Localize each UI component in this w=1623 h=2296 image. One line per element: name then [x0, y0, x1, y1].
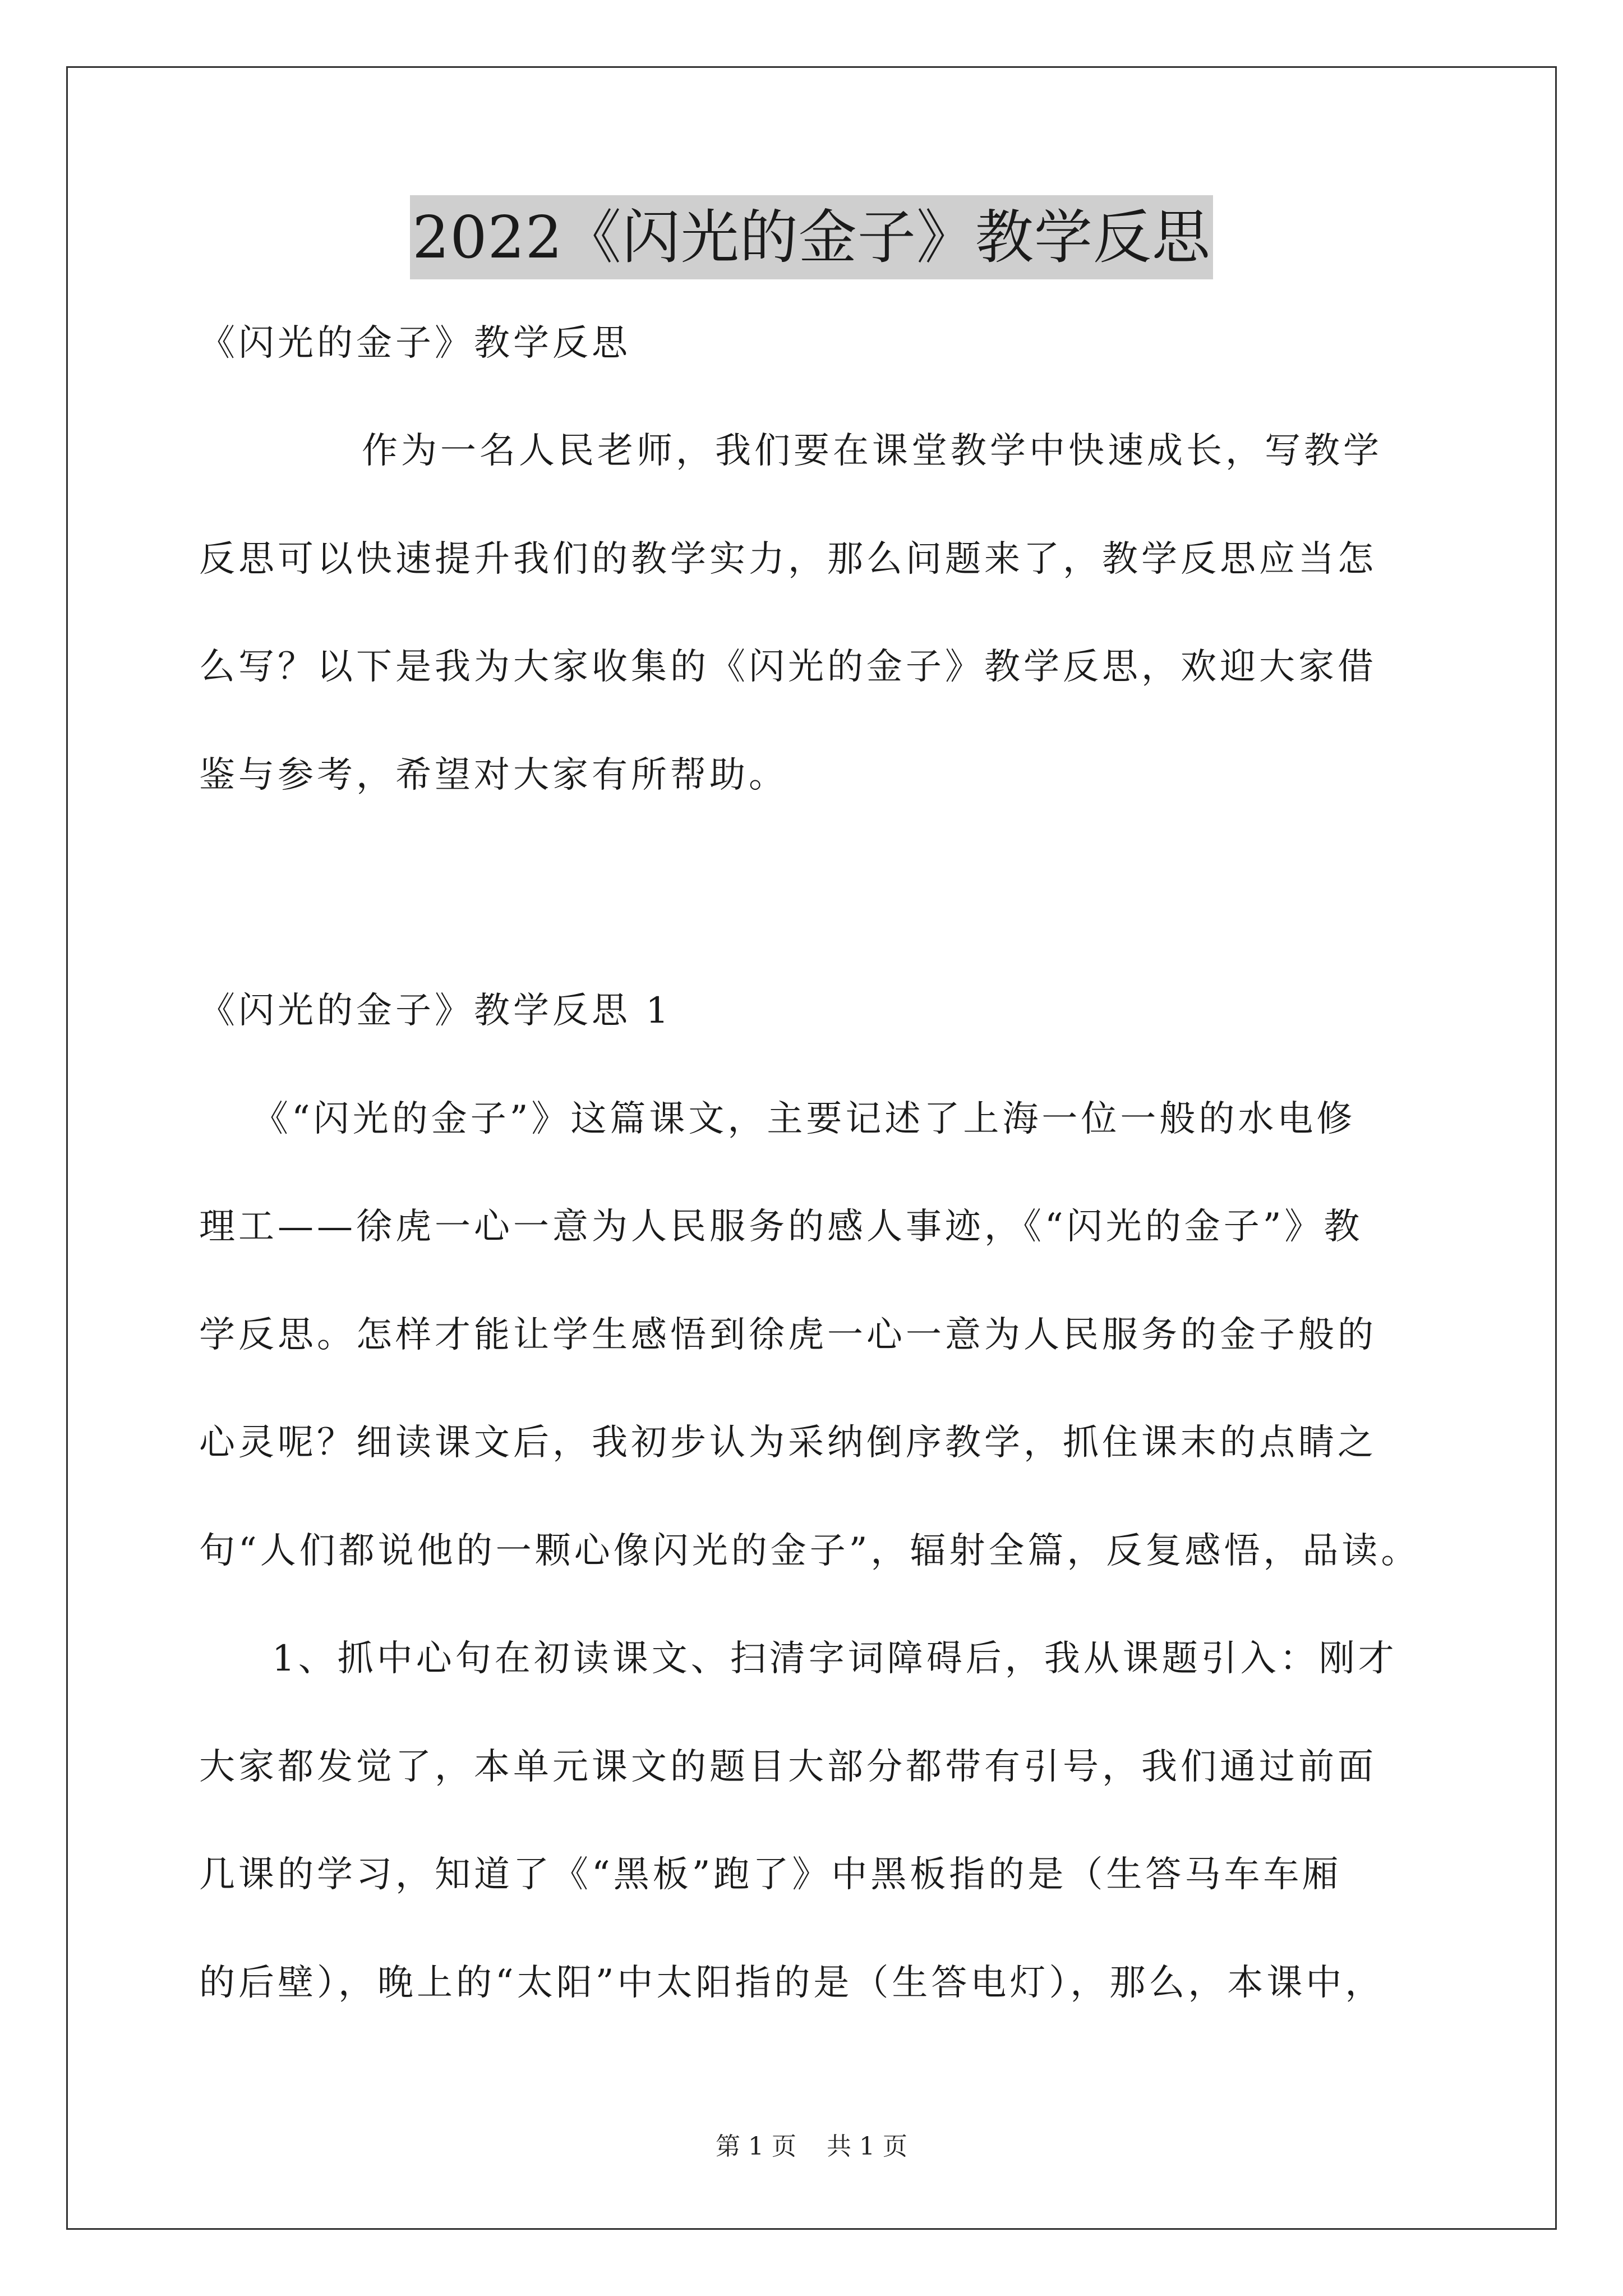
title-container: [0, 195, 1623, 279]
page-total: 共 1 页: [827, 2132, 907, 2161]
section-line-5: 句“人们都说他的一颗心像闪光的金子”，辐射全篇，反复感悟，品读。: [199, 1530, 1421, 1572]
point1-line-3: 几课的学习，知道了《“黑板”跑了》中黑板指的是（生答马车车厢: [199, 1854, 1342, 1895]
intro-line-1: 作为一名人民老师，我们要在课堂教学中快速成长，写教学: [362, 430, 1382, 472]
intro-line-2: 反思可以快速提升我们的教学实力，那么问题来了，教学反思应当怎: [199, 539, 1377, 580]
section-line-3: 学反思。怎样才能让学生感悟到徐虎一心一意为人民服务的金子般的: [199, 1314, 1377, 1356]
document-title: 2022《闪光的金子》教学反思: [410, 195, 1213, 279]
point1-line-2: 大家都发觉了，本单元课文的题目大部分都带有引号，我们通过前面: [199, 1746, 1377, 1788]
page-number: 第 1 页: [716, 2132, 796, 2161]
point1-line-1: 1、抓中心句在初读课文、扫清字词障碍后，我从课题引入：刚才: [272, 1638, 1398, 1680]
page-footer: [0, 2126, 1623, 2162]
section-line-2: 理工——徐虎一心一意为人民服务的感人事迹，《“闪光的金子”》教: [199, 1206, 1363, 1248]
section-line-1: 《“闪光的金子”》这篇课文，主要记述了上海一位一般的水电修: [252, 1098, 1356, 1140]
intro-line-3: 么写？以下是我为大家收集的《闪光的金子》教学反思，欢迎大家借: [199, 646, 1377, 688]
point1-line-4: 的后壁），晚上的“太阳”中太阳指的是（生答电灯），那么，本课中，: [199, 1962, 1385, 2004]
section-line-4: 心灵呢？细读课文后，我初步认为采纳倒序教学，抓住课末的点睛之: [199, 1422, 1377, 1464]
intro-line-4: 鉴与参考，希望对大家有所帮助。: [199, 754, 788, 796]
section-heading: 《闪光的金子》教学反思 1: [199, 990, 672, 1032]
subtitle: 《闪光的金子》教学反思: [199, 323, 631, 364]
page-border: [66, 66, 1557, 2230]
